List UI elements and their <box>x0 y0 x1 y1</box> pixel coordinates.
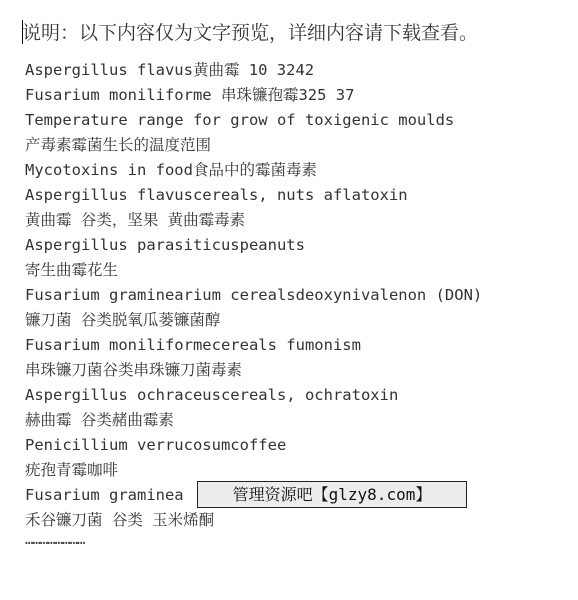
text-line: 镰刀菌 谷类脱氧瓜蒌镰菌醇 <box>25 311 221 329</box>
text-line: Fusarium graminearium cerealsdeoxynivalenon (DON) <box>25 286 483 304</box>
text-line: Aspergillus flavuscereals, nuts aflatoxin <box>25 186 408 204</box>
text-line: 疣孢青霉咖啡 <box>25 461 119 479</box>
text-line: 禾谷镰刀菌 谷类 玉米烯酮 <box>25 511 215 529</box>
text-line: 赫曲霉 谷类赭曲霉素 <box>25 411 174 429</box>
text-line: Penicillium verrucosumcoffee <box>25 436 287 454</box>
text-line: Aspergillus ochraceuscereals, ochratoxin <box>25 386 399 404</box>
text-line: 串珠镰刀菌谷类串珠镰刀菌毒素 <box>25 361 243 379</box>
text-line: Fusarium moniliformecereals fumonism <box>25 336 361 354</box>
text-line: Fusarium graminea <box>25 486 184 504</box>
text-line: Aspergillus flavus黄曲霉 10 3242 <box>25 61 315 79</box>
preview-notice: 说明：以下内容仅为文字预览，详细内容请下载查看。 <box>22 22 479 44</box>
watermark-banner: 管理资源吧【glzy8.com】 <box>197 481 467 508</box>
text-line: 黄曲霉 谷类，坚果 黄曲霉毒素 <box>25 211 246 229</box>
text-line: Aspergillus parasiticuspeanuts <box>25 236 305 254</box>
text-line: 寄生曲霉花生 <box>25 261 119 279</box>
ellipsis-line: …………………… <box>25 532 85 548</box>
text-line: Temperature range for grow of toxigenic moulds <box>25 111 455 129</box>
text-line: Mycotoxins in food食品中的霉菌毒素 <box>25 161 317 179</box>
text-line: 产毒素霉菌生长的温度范围 <box>25 136 212 154</box>
document-body <box>25 58 565 533</box>
text-line: Fusarium moniliforme 串珠镰孢霉325 37 <box>25 86 355 104</box>
